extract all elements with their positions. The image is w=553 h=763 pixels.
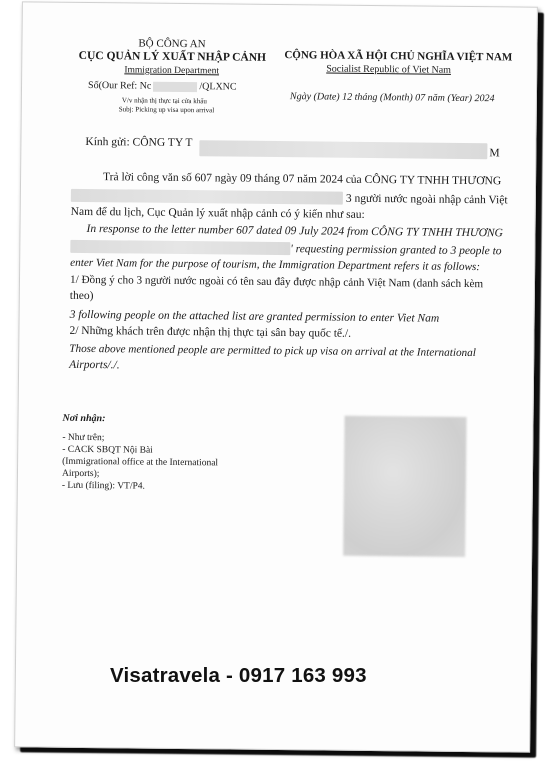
- body-en1-redaction: [70, 240, 290, 255]
- recipients-line-4: Airports);: [61, 468, 100, 480]
- item2: 2/ Những khách trên được nhận thị thực tại sân bay quốc tế./.: [69, 324, 352, 340]
- subject-en: Subj: Picking up visa upon arrival: [118, 105, 215, 115]
- recipients-line-2: - CACK SBQT Nội Bài: [62, 444, 153, 456]
- watermark-brand: Visatravela - 0917 163 993: [110, 664, 367, 687]
- body-en1-line3: enter Viet Nam for the purpose of tourism, the Immigration Department refers it as follows:: [70, 256, 481, 274]
- signature-stamp-blur: [343, 416, 466, 557]
- recipient-line: [85, 136, 192, 149]
- recipients-title: Nơi nhận:: [62, 412, 106, 425]
- country-name-en: Socialist Republic of Viet Nam: [326, 63, 452, 76]
- country-name: CỘNG HÒA XÃ HỘI CHỦ NGHĨA VIỆT NAM: [284, 49, 513, 64]
- department-name: CỤC QUẢN LÝ XUẤT NHẬP CẢNH: [78, 49, 267, 64]
- ref-prefix: Số(Our Ref: Nc: [87, 80, 152, 92]
- recipients-line-1: - Như trên;: [62, 432, 105, 444]
- body-en1-line1: In response to the letter number 607 dated 09 July 2024 from CÔNG TY TNHH THƯƠNG: [86, 223, 503, 240]
- item2-en-line1: Those above mentioned people are permitted to pick up visa on arrival at the International: [69, 342, 476, 360]
- item1-line2: theo): [69, 289, 94, 303]
- ref-suffix: /QLXNC: [199, 81, 237, 93]
- ministry-name: BỘ CÔNG AN: [138, 37, 206, 51]
- body-en1-line2: ' requesting permission granted to 3 people to: [290, 243, 502, 258]
- recipient-redaction: [199, 140, 487, 159]
- body-p1-line2: 3 người nước ngoài nhập cảnh Việt: [345, 192, 508, 207]
- recipients-line-3: (Immigrational office at the International: [62, 456, 219, 469]
- body-p1-line1: Trả lời công văn số 607 ngày 09 tháng 07 năm 2024 của CÔNG TY TNHH THƯƠNG: [103, 171, 502, 188]
- recipient-suffix: M: [489, 147, 500, 160]
- item1-line1: 1/ Đồng ý cho 3 người nước ngoài có tên sau đây được nhập cảnh Việt Nam (danh sách kèm: [69, 273, 484, 291]
- item1-en: 3 following people on the attached list are granted permission to enter Viet Nam: [69, 308, 440, 325]
- document-sheet: [14, 1, 538, 752]
- body-p1-line3: Nam để du lịch, Cục Quản lý xuất nhập cảnh có ý kiến như sau:: [70, 205, 365, 221]
- document-date: Ngày (Date) 12 tháng (Month) 07 năm (Year) 2024: [289, 91, 495, 105]
- reference-number: [88, 80, 237, 93]
- department-name-en: Immigration Department: [124, 65, 220, 77]
- recipients-line-5: - Lưu (filing): VT/P4.: [61, 480, 145, 492]
- subject-vi: V/v nhận thị thực tại cửa khẩu: [121, 96, 207, 106]
- recipient-prefix: Kính gửi: CÔNG TY T: [85, 135, 193, 150]
- body-p1-redaction: [71, 189, 343, 205]
- item2-en-line2: Airports/./.: [69, 358, 120, 372]
- ref-redaction: [153, 81, 197, 91]
